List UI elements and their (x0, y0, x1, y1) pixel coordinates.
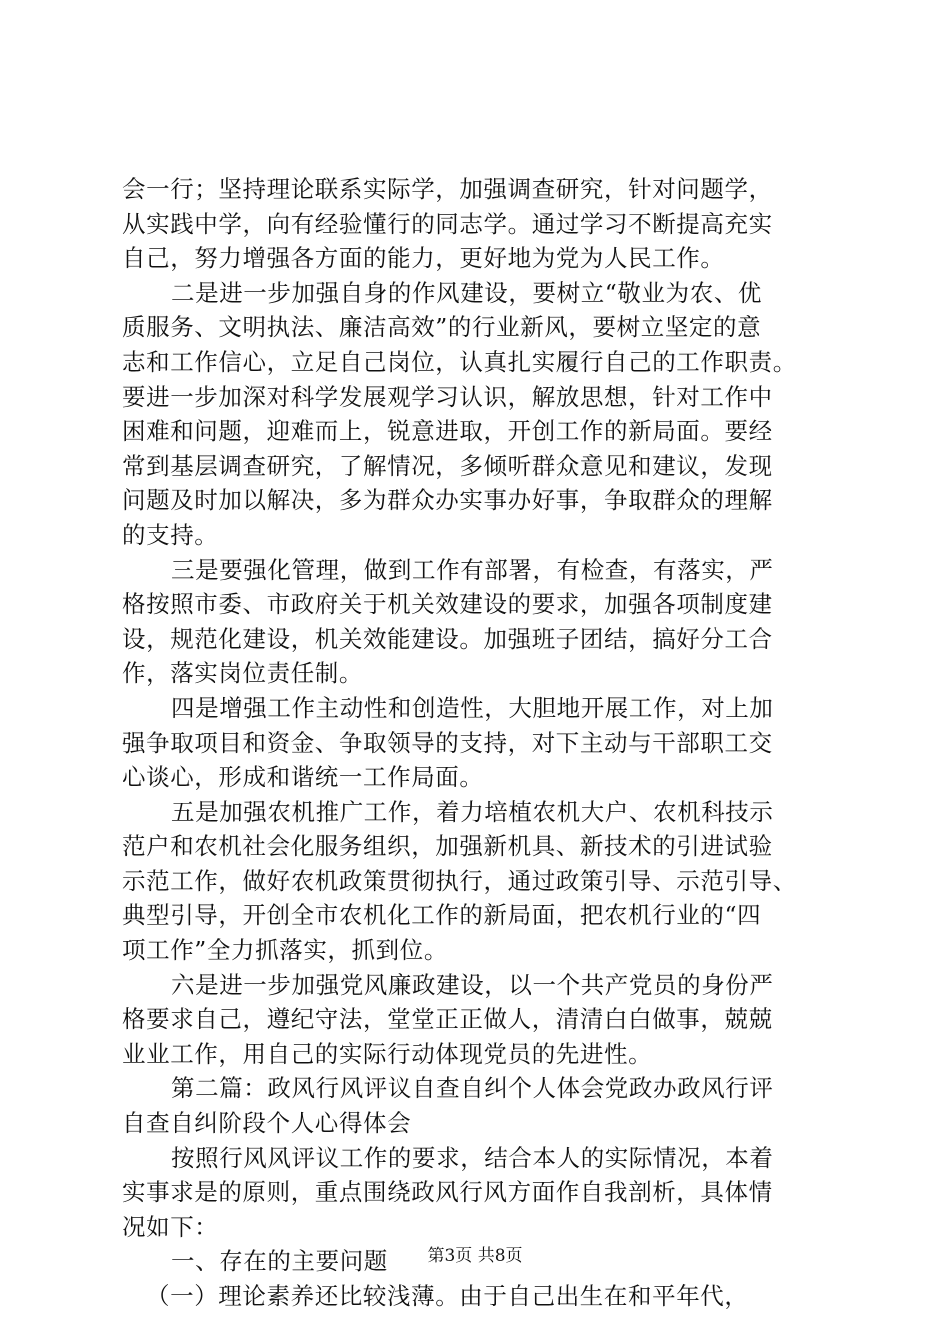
text-line: 强争取项目和资金、争取领导的支持，对下主动与干部职工交 (122, 728, 773, 757)
text-line: 五是加强农机推广工作，着力培植农机大户、农机科技示 (171, 797, 774, 826)
text-line: 问题及时加以解决，多为群众办实事办好事，争取群众的理解 (122, 486, 773, 515)
subsection-heading: 一、存在的主要问题 (171, 1247, 388, 1276)
text-line: 典型引导，开创全市农机化工作的新局面，把农机行业的“四 (122, 901, 762, 930)
text-line: 实事求是的原则，重点围绕政风行风方面作自我剖析，具体情 (122, 1178, 773, 1207)
text-line: 困难和问题，迎难而上，锐意进取，开创工作的新局面。要经 (122, 417, 773, 446)
section-heading-continued: 自查自纠阶段个人心得体会 (122, 1109, 412, 1138)
text-line: 四是增强工作主动性和创造性，大胆地开展工作，对上加 (171, 693, 774, 722)
text-line: 范户和农机社会化服务组织，加强新机具、新技术的引进试验 (122, 832, 773, 861)
text-line: 项工作”全力抓落实，抓到位。 (122, 936, 448, 965)
page-footer: 第3页 共8页 (427, 1246, 523, 1266)
text-line: 设，规范化建设，机关效能建设。加强班子团结，搞好分工合 (122, 624, 773, 653)
text-line: （一）理论素养还比较浅薄。由于自己出生在和平年代， (146, 1282, 749, 1310)
text-line: 业业工作，用自己的实际行动体现党员的先进性。 (122, 1039, 653, 1068)
text-line: 志和工作信心，立足自己岗位，认真扎实履行自己的工作职责。 (122, 347, 797, 376)
text-line: 示范工作，做好农机政策贯彻执行，通过政策引导、示范引导、 (122, 866, 797, 895)
text-line: 要进一步加深对科学发展观学习认识，解放思想，针对工作中 (122, 382, 773, 411)
text-line: 按照行风风评议工作的要求，结合本人的实际情况，本着 (171, 1143, 774, 1172)
text-line: 从实践中学，向有经验懂行的同志学。通过学习不断提高充实 (122, 209, 773, 238)
document-body (122, 172, 842, 1314)
text-line: 会一行；坚持理论联系实际学，加强调查研究，针对问题学， (122, 175, 773, 203)
text-line: 自己，努力增强各方面的能力，更好地为党为人民工作。 (122, 244, 725, 273)
text-line: 格要求自己，遵纪守法，堂堂正正做人，清清白白做事，兢兢 (122, 1005, 773, 1034)
text-line: 三是要强化管理，做到工作有部署，有检查，有落实，严 (171, 555, 774, 584)
text-line: 六是进一步加强党风廉政建设，以一个共产党员的身份严 (171, 970, 774, 999)
text-line: 心谈心，形成和谐统一工作局面。 (122, 763, 484, 792)
text-line: 二是进一步加强自身的作风建设，要树立“敬业为农、优 (171, 278, 763, 307)
text-line: 的支持。 (122, 520, 219, 549)
text-line: 格按照市委、市政府关于机关效建设的要求，加强各项制度建 (122, 590, 773, 619)
text-line: 况如下： (122, 1212, 219, 1241)
section-heading: 第二篇：政风行风评议自查自纠个人体会党政办政风行评 (171, 1074, 774, 1103)
text-line: 作，落实岗位责任制。 (122, 659, 363, 688)
text-line: 质服务、文明执法、廉洁高效”的行业新风，要树立坚定的意 (122, 313, 762, 342)
text-line: 常到基层调查研究，了解情况，多倾听群众意见和建议，发现 (122, 451, 773, 480)
